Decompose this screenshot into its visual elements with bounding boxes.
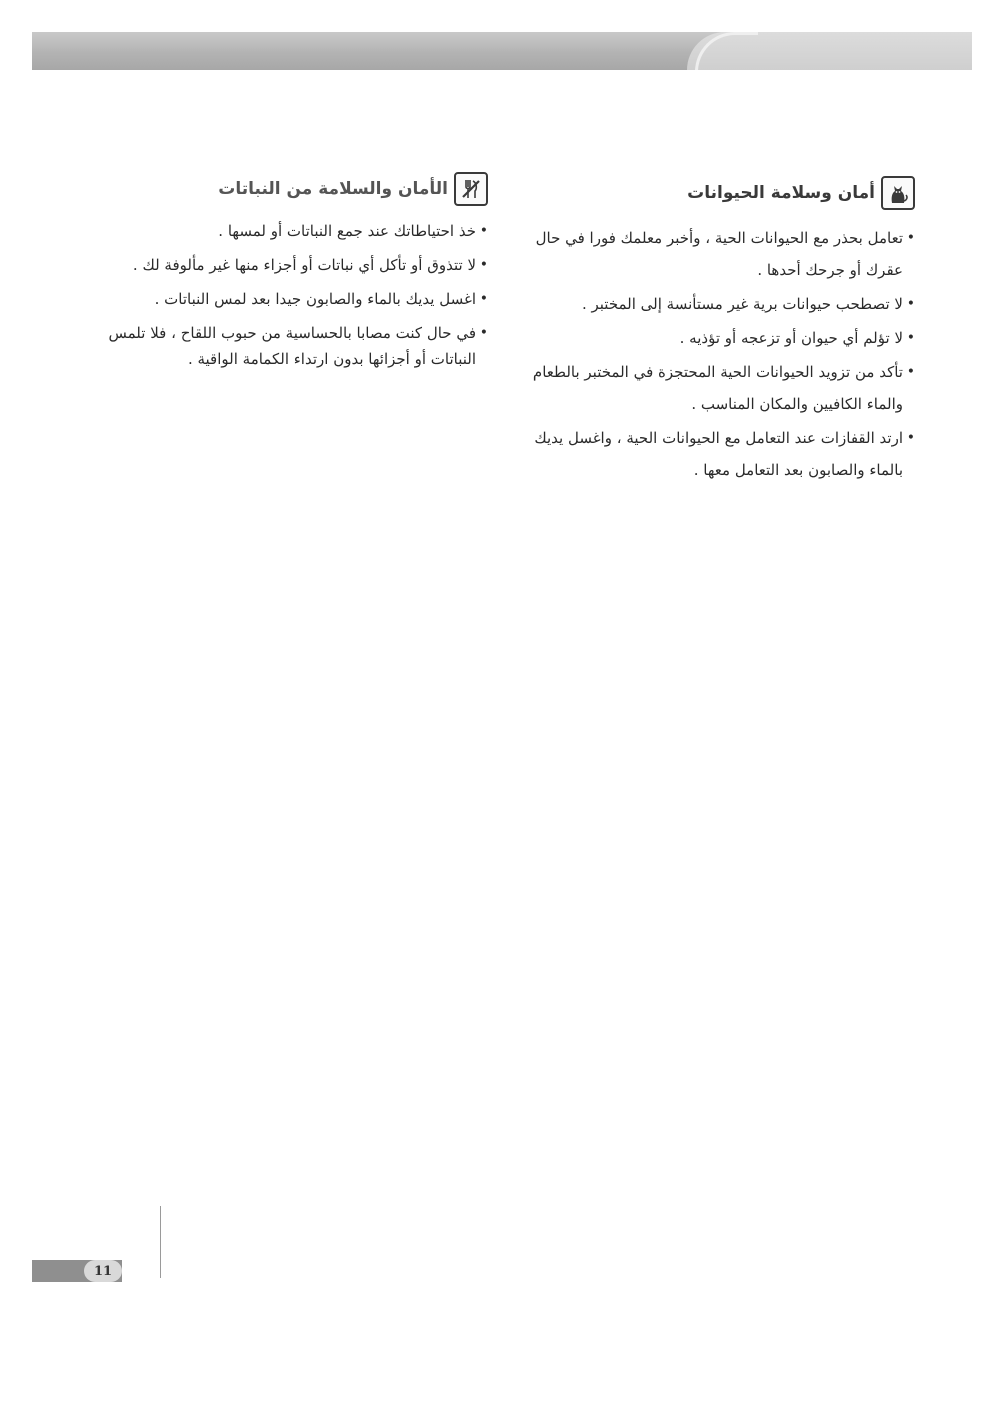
- animal-safety-heading: [520, 176, 915, 210]
- plant-safety-heading: [88, 172, 488, 206]
- plant-safety-section: [88, 172, 488, 380]
- list-item: • ارتد القفازات عند التعامل مع الحيوانات الحية ، واغسل يديك بالماء والصابون بعد التعامل معها .: [520, 422, 915, 486]
- list-item: • خذ احتياطاتك عند جمع النباتات أو لمسها .: [88, 218, 488, 244]
- animal-safety-section: [520, 176, 915, 488]
- page-number-block: [32, 1260, 122, 1282]
- animal-safety-title: أمان وسلامة الحيوانات: [687, 183, 875, 203]
- list-item: • لا تؤلم أي حيوان أو تزعجه أو تؤذيه .: [520, 322, 915, 354]
- list-item: • اغسل يديك بالماء والصابون جيدا بعد لمس النباتات .: [88, 286, 488, 312]
- list-item: • تعامل بحذر مع الحيوانات الحية ، وأخبر معلمك فورا في حال عقرك أو جرحك أحدها .: [520, 222, 915, 286]
- list-item: • تأكد من تزويد الحيوانات الحية المحتجزة في المختبر بالطعام والماء الكافيين والمكان المناسب .: [520, 356, 915, 420]
- no-eating-plants-icon: [454, 172, 488, 206]
- page-number: 11: [84, 1260, 122, 1282]
- list-item: • في حال كنت مصابا بالحساسية من حبوب اللقاح ، فلا تلمس النباتات أو أجزائها بدون ارتداء الكمامة الواقية .: [88, 320, 488, 372]
- list-item: • لا تتذوق أو تأكل أي نباتات أو أجزاء منها غير مألوفة لك .: [88, 252, 488, 278]
- header-band-tab: [687, 32, 972, 70]
- footer-divider: [160, 1206, 161, 1278]
- list-item: • لا تصطحب حيوانات برية غير مستأنسة إلى المختبر .: [520, 288, 915, 320]
- header-band: [32, 32, 972, 70]
- cat-icon: [881, 176, 915, 210]
- animal-safety-list: [520, 222, 915, 486]
- plant-safety-list: [88, 218, 488, 372]
- plant-safety-title: الأمان والسلامة من النباتات: [218, 179, 448, 199]
